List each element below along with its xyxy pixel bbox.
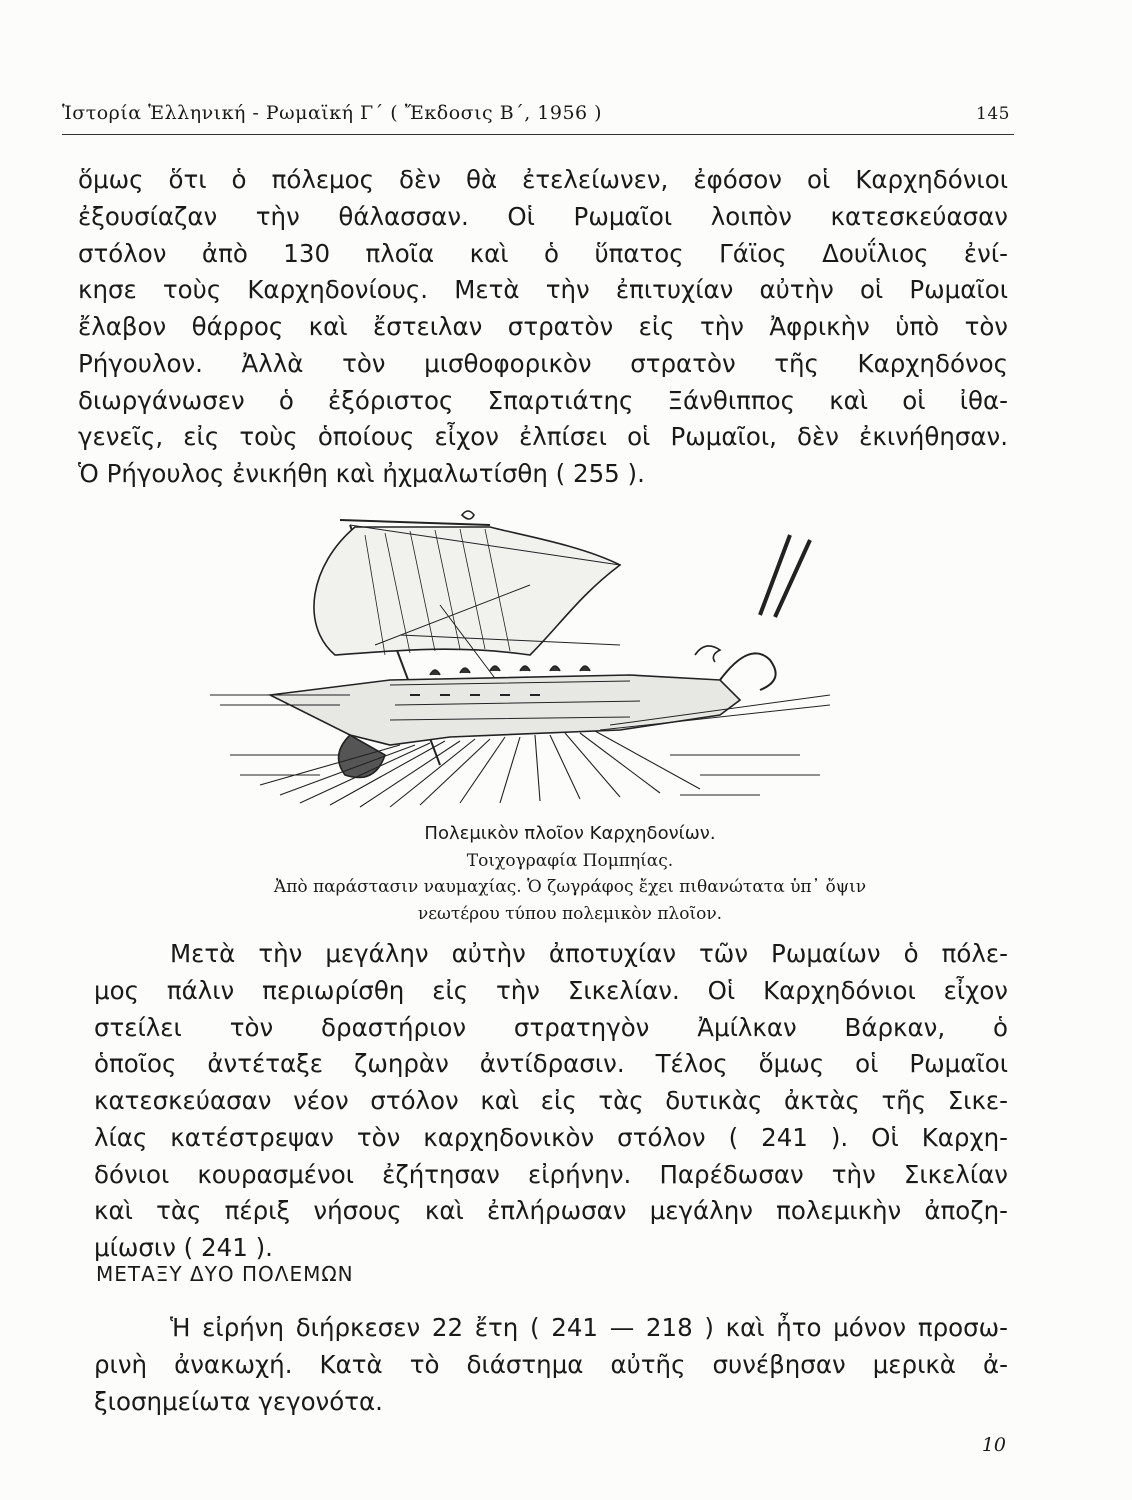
text-line: καὶ τὰς πέριξ νήσους καὶ ἐπλήρωσαν μεγάλην πολεμικὴν ἀποζη- bbox=[94, 1196, 1008, 1226]
text-line: κησε τοὺς Καρχηδονίους. Μετὰ τὴν ἐπιτυχίαν αὐτὴν οἱ Ρωμαῖοι bbox=[78, 275, 1008, 305]
section-heading: ΜΕΤΑΞΥ ΔΥΟ ΠΟΛΕΜΩΝ bbox=[96, 1262, 354, 1286]
text-line: δόνιοι κουρασμένοι ἐζήτησαν εἰρήνην. Παρέδωσαν τὴν Σικελίαν bbox=[94, 1159, 1008, 1189]
caption-note: Ἀπὸ παράστασιν ναυμαχίας. Ὁ ζωγράφος ἔχει πιθανώτατα ὑπ᾿ ὄψιν bbox=[273, 877, 867, 898]
paragraph-3 bbox=[94, 1310, 1008, 1420]
signature-mark: 10 bbox=[981, 1434, 1006, 1456]
page-number: 145 bbox=[976, 104, 1010, 124]
text-line: Ρήγουλον. Ἀλλὰ τὸν μισθοφορικὸν στρατὸν τῆς Καρχηδόνος bbox=[78, 348, 1008, 378]
text-line: Μετὰ τὴν μεγάλην αὐτὴν ἀποτυχίαν τῶν Ρωμαίων ὁ πόλε- bbox=[170, 939, 1008, 968]
paragraph-1 bbox=[78, 162, 1008, 493]
text-line: γενεῖς, εἰς τοὺς ὁποίους εἶχον ἐλπίσει οἱ Ρωμαῖοι, δὲν ἐκινήθησαν. bbox=[78, 422, 1008, 452]
text-line: κατεσκεύασαν νέον στόλον καὶ εἰς τὰς δυτικὰς ἀκτὰς τῆς Σικε- bbox=[94, 1086, 1008, 1115]
figure-caption bbox=[130, 820, 1010, 927]
carthaginian-warship-drawing bbox=[200, 505, 840, 815]
text-line: μίωσιν ( 241 ). bbox=[94, 1233, 273, 1262]
text-line: στείλει τὸν δραστήριον στρατηγὸν Ἀμίλκαν Βάρκαν, ὁ bbox=[94, 1012, 1008, 1042]
paragraph-2 bbox=[94, 936, 1008, 1267]
running-title: Ἱστορία Ἑλληνική - Ρωμαϊκή Γ΄ ( Ἔκδοσις Β΄, 1956 ) bbox=[62, 102, 603, 124]
caption-source: Τοιχογραφία Πομπηίας. bbox=[466, 850, 674, 871]
running-header bbox=[62, 100, 1014, 135]
caption-note: νεωτέρου τύπου πολεμικὸν πλοῖον. bbox=[417, 903, 723, 924]
caption-title: Πολεμικὸν πλοῖον Καρχηδονίων. bbox=[424, 823, 716, 844]
text-line: ἔλαβον θάρρος καὶ ἔστειλαν στρατὸν εἰς τὴν Ἀφρικὴν ὑπὸ τὸν bbox=[78, 312, 1008, 341]
text-line: Ὁ Ρήγουλος ἐνικήθη καὶ ἠχμαλωτίσθη ( 255 ). bbox=[78, 459, 645, 488]
text-line: Ἡ εἰρήνη διήρκεσεν 22 ἔτη ( 241 — 218 ) καὶ ἦτο μόνον προσω- bbox=[170, 1313, 1008, 1342]
text-line: μος πάλιν περιωρίσθη εἰς τὴν Σικελίαν. Οἱ Καρχηδόνιοι εἶχον bbox=[94, 975, 1008, 1005]
text-line: λίας κατέστρεψαν τὸν καρχηδονικὸν στόλον ( 241 ). Οἱ Καρχη- bbox=[94, 1122, 1008, 1152]
text-line: ὅμως ὅτι ὁ πόλεμος δὲν θὰ ἐτελείωνεν, ἐφόσον οἱ Καρχηδόνιοι bbox=[78, 165, 1008, 194]
text-line: ξιοσημείωτα γεγονότα. bbox=[94, 1386, 383, 1416]
text-line: ὁποῖος ἀντέταξε ζωηρὰν ἀντίδρασιν. Τέλος ὅμως οἱ Ρωμαῖοι bbox=[94, 1049, 1008, 1079]
text-line: διωργάνωσεν ὁ ἐξόριστος Σπαρτιάτης Ξάνθιππος καὶ οἱ ἰθα- bbox=[78, 385, 1008, 415]
text-line: ρινὴ ἀνακωχή. Κατὰ τὸ διάστημα αὐτῆς συνέβησαν μερικὰ ἀ- bbox=[94, 1349, 1008, 1379]
text-line: στόλον ἀπὸ 130 πλοῖα καὶ ὁ ὕπατος Γάϊος Δουΐλιος ἐνί- bbox=[78, 238, 1008, 268]
ship-illustration bbox=[200, 505, 840, 815]
text-line: ἐξουσίαζαν τὴν θάλασσαν. Οἱ Ρωμαῖοι λοιπὸν κατεσκεύασαν bbox=[78, 201, 1008, 231]
